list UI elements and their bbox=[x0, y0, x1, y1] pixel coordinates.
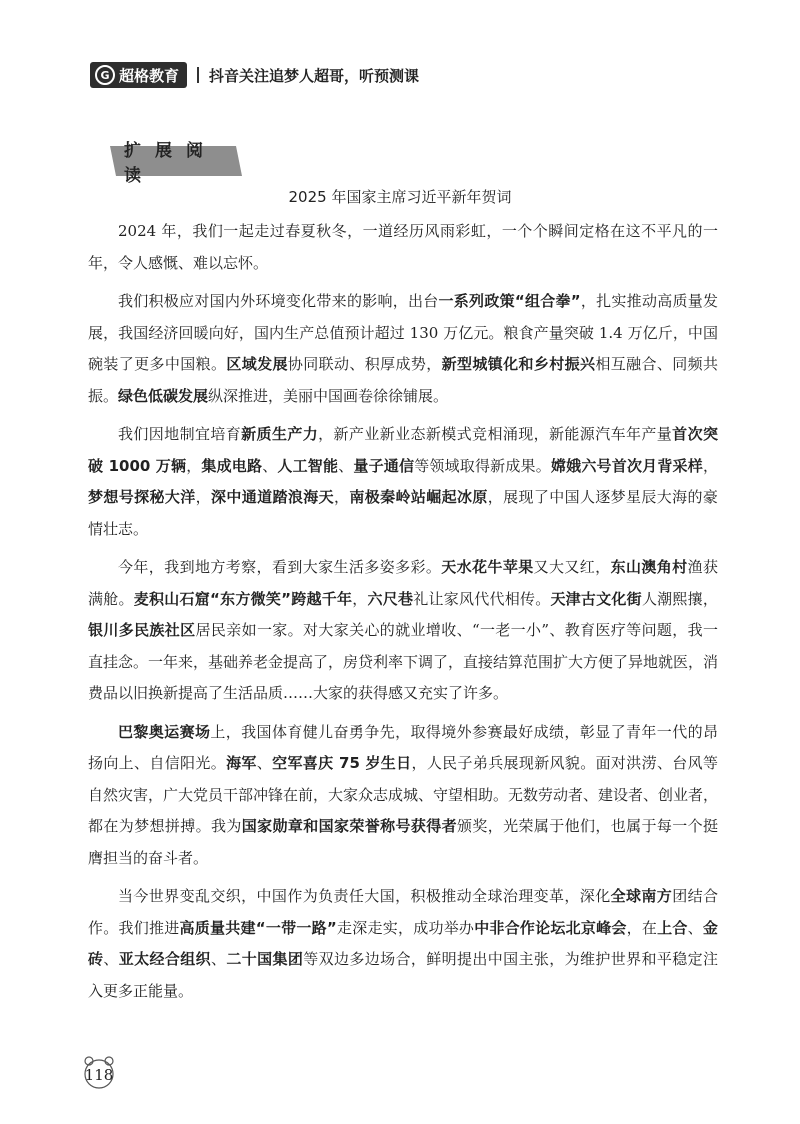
emphasis-text: 银川多民族社区 bbox=[88, 621, 196, 639]
emphasis-text: 人工智能 bbox=[277, 456, 339, 475]
paragraph-text: 颁奖，光荣属于他们，也属于每一个挺膺担当的奋斗者。 bbox=[88, 817, 718, 867]
body-paragraph bbox=[88, 717, 718, 875]
paragraph-text: ，人民子弟兵展现新风貌。面对洪涝、台风等自然灾害，广大党员干部冲锋在前，大家众志成城、守望相助。无数劳动者、建设者、创业者，都在为梦想拼搏。我为 bbox=[88, 754, 719, 835]
paragraph-text: 礼让家风代代相传。 bbox=[413, 589, 551, 608]
emphasis-text: 中非合作论坛北京峰会 bbox=[474, 918, 627, 937]
emphasis-text: 跨越千年 bbox=[290, 589, 353, 608]
emphasis-text: 东山澳角村 bbox=[610, 558, 688, 576]
section-title-banner bbox=[110, 141, 242, 186]
emphasis-text: 一系列政策“组合拳” bbox=[438, 292, 581, 310]
emphasis-text: 全球南方 bbox=[610, 887, 673, 905]
page-number: 118 bbox=[84, 1066, 114, 1084]
paragraph-text: 当今世界变乱交织，中国作为负责任大国，积极推动全球治理变革，深化 bbox=[118, 887, 611, 905]
paragraph-text: 我们积极应对国内外环境变化带来的影响，出台 bbox=[118, 292, 439, 310]
paragraph-text: 等双边多边场合，鲜明提出中国主张，为维护世界和平稳定注入更多正能量。 bbox=[88, 950, 718, 1000]
paragraph-text: 走深走实，成功举办 bbox=[336, 918, 475, 937]
emphasis-text: 区域发展 bbox=[226, 355, 288, 373]
paragraph-text: ， bbox=[333, 488, 350, 506]
emphasis-text: 六尺巷 bbox=[367, 589, 414, 608]
emphasis-text: 海军 bbox=[226, 754, 257, 772]
paragraph-text: 人潮熙攘， bbox=[641, 589, 718, 608]
emphasis-text: 量子通信 bbox=[353, 456, 415, 475]
paragraph-text: 、 bbox=[687, 918, 703, 937]
emphasis-text: 南极秦岭站崛起冰原 bbox=[349, 488, 488, 506]
body-paragraph bbox=[88, 419, 718, 545]
emphasis-text: 亚太经合组织 bbox=[118, 950, 211, 968]
paragraph-text: 今年，我到地方考察，看到大家生活多姿多彩。 bbox=[118, 558, 442, 576]
paragraph-text: ， bbox=[195, 488, 211, 506]
paragraph-text: 居民亲如一家。对大家关心的就业增收、“一老一小”、教育医疗等问题，我一直挂念。一年来，基础养老金提高了，房贷利率下调了，直接结算范围扩大方便了异地就医，消费品以旧换新提高了生活品质……大家的获得感又充实了许多。 bbox=[88, 621, 719, 702]
header-tagline: 抖音关注追梦人超哥，听预测课 bbox=[209, 66, 420, 85]
emphasis-text: 巴黎奥运赛场 bbox=[118, 722, 211, 741]
brand-logo-text: 超格教育 bbox=[119, 66, 180, 85]
paragraph-text: ，新产业新业态新模式竞相涌现，新能源汽车年产量 bbox=[318, 425, 673, 443]
paragraph-text: 、 bbox=[256, 754, 273, 772]
emphasis-text: 新型城镇化和乡村振兴 bbox=[441, 355, 596, 373]
paragraph-text: 2024 年，我们一起走过春夏秋冬，一道经历风雨彩虹，一个个瞬间定格在这不平凡的一年，令人感慨、难以忘怀。 bbox=[88, 222, 718, 272]
paragraph-text: ，扎实推动高质量发展，我国经济回暖向好，国内生产总值预计超过 130 万亿元。粮食产量突破 1.4 万亿斤，中国碗装了更多中国粮。 bbox=[88, 292, 718, 373]
emphasis-text: 天津古文化街 bbox=[550, 589, 642, 608]
section-title-text: 扩展阅读 bbox=[124, 141, 217, 186]
emphasis-text: 高质量共建“一带一路” bbox=[179, 918, 337, 937]
paragraph-text: ， bbox=[186, 456, 202, 475]
paragraph-text: 我们因地制宜培育 bbox=[118, 425, 242, 443]
page-number-badge bbox=[82, 1054, 116, 1090]
paragraph-text: 渔获满舱。 bbox=[88, 558, 718, 608]
emphasis-text: 绿色低碳发展 bbox=[118, 386, 209, 405]
emphasis-text: 金砖 bbox=[88, 918, 718, 968]
paragraph-text: ， bbox=[702, 456, 718, 475]
emphasis-text: 首次突破 1000 万辆 bbox=[88, 425, 718, 475]
emphasis-text: 嫦娥六号首次月背采样 bbox=[550, 456, 703, 475]
emphasis-text: 二十国集团 bbox=[226, 950, 304, 968]
emphasis-text: 集成电路 bbox=[201, 456, 263, 475]
paragraph-text: 团结合作。我们推进 bbox=[88, 887, 718, 937]
emphasis-text: 上合 bbox=[657, 918, 688, 937]
emphasis-text: 新质生产力 bbox=[241, 425, 319, 443]
paragraph-text: 相互融合、同频共振。 bbox=[88, 355, 718, 405]
emphasis-text: 梦想号探秘大洋 bbox=[88, 488, 196, 506]
emphasis-text: 空军喜庆 75 岁生日 bbox=[272, 754, 412, 772]
body-paragraph bbox=[88, 216, 718, 279]
page-header bbox=[90, 60, 419, 90]
paragraph-text: ， bbox=[352, 589, 368, 608]
document-title: 2025 年国家主席习近平新年贺词 bbox=[288, 188, 512, 206]
emphasis-text: 国家勋章和国家荣誉称号获得者 bbox=[241, 817, 457, 835]
body-paragraph bbox=[88, 552, 718, 710]
document-body bbox=[88, 216, 718, 1014]
emphasis-text: 天水花牛苹果 bbox=[441, 558, 534, 576]
emphasis-text: 深中通道踏浪海天 bbox=[210, 488, 334, 506]
brand-logo bbox=[90, 62, 187, 88]
emphasis-text: 麦积山石窟“东方微笑” bbox=[133, 589, 291, 608]
paragraph-text: 又大又红， bbox=[533, 558, 611, 576]
body-paragraph bbox=[88, 286, 718, 412]
paragraph-text: ，展现了中国人逐梦星辰大海的豪情壮志。 bbox=[88, 488, 718, 538]
brand-logo-icon: G bbox=[95, 65, 115, 85]
paragraph-text: 协同联动、积厚成势， bbox=[287, 355, 442, 373]
paragraph-text: 等领域取得新成果。 bbox=[414, 456, 551, 475]
header-divider bbox=[197, 67, 199, 83]
paragraph-text: 上，我国体育健儿奋勇争先，取得境外参赛最好成绩，彰显了青年一代的昂扬向上、自信阳光。 bbox=[88, 722, 718, 772]
paragraph-text: 、 bbox=[103, 950, 119, 968]
paragraph-text: 、 bbox=[262, 456, 278, 475]
paragraph-text: 、 bbox=[211, 950, 227, 968]
paragraph-text: ，在 bbox=[626, 918, 658, 937]
body-paragraph bbox=[88, 881, 718, 1007]
paragraph-text: 纵深推进，美丽中国画卷徐徐铺展。 bbox=[208, 386, 449, 405]
paragraph-text: 、 bbox=[338, 456, 354, 475]
